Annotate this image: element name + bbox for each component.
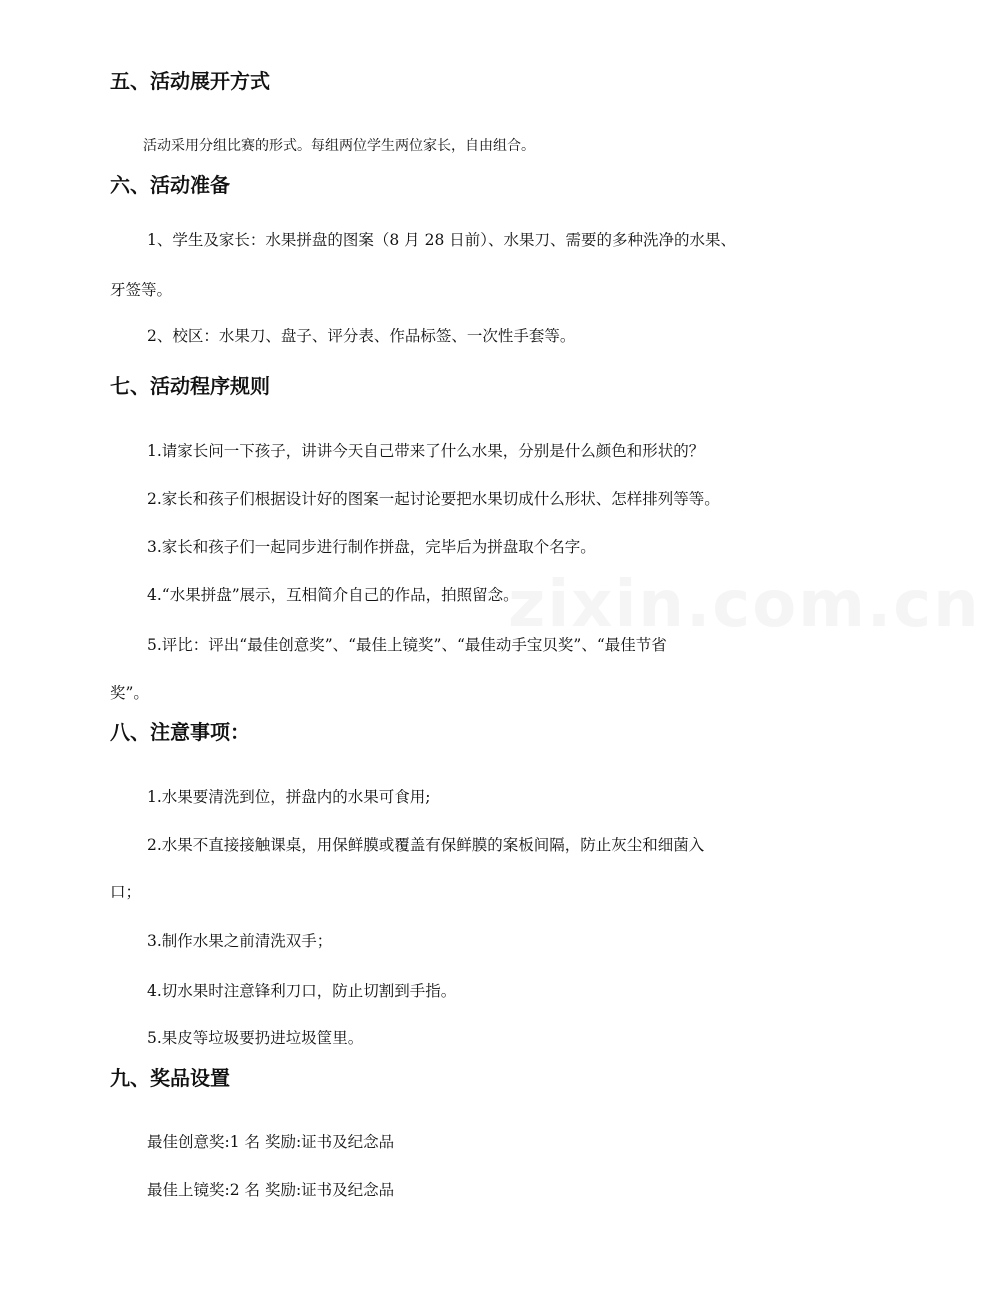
section-6-heading: 六、活动准备: [110, 173, 230, 197]
section-8-line-1: 1.水果要清洗到位，拼盘内的水果可食用;: [147, 788, 431, 806]
section-6-line-3: 2、校区：水果刀、盘子、评分表、作品标签、一次性手套等。: [147, 327, 576, 345]
section-7-line-2: 2.家长和孩子们根据设计好的图案一起讨论要把水果切成什么形状、怎样排列等等。: [147, 490, 720, 508]
section-7-line-1: 1.请家长问一下孩子，讲讲今天自己带来了什么水果，分别是什么颜色和形状的？: [147, 442, 705, 460]
section-8-line-2: 2.水果不直接接触课桌，用保鲜膜或覆盖有保鲜膜的案板间隔，防止灰尘和细菌入: [147, 836, 705, 854]
section-6-line-1: 1、学生及家长：水果拼盘的图案（8 月 28 日前）、水果刀、需要的多种洗净的水果、: [147, 231, 736, 249]
section-8-line-5: 4.切水果时注意锋利刀口，防止切割到手指。: [147, 982, 457, 1000]
section-7-line-3: 3.家长和孩子们一起同步进行制作拼盘，完毕后为拼盘取个名字。: [147, 538, 596, 556]
section-6-line-2: 牙签等。: [110, 281, 173, 299]
section-9-line-2: 最佳上镜奖:2 名 奖励:证书及纪念品: [147, 1181, 395, 1199]
section-8-line-6: 5.果皮等垃圾要扔进垃圾筐里。: [147, 1029, 364, 1047]
section-7-line-5: 5.评比：评出“最佳创意奖”、“最佳上镜奖”、“最佳动手宝贝奖”、“最佳节省: [147, 636, 667, 654]
section-9-heading: 九、奖品设置: [110, 1066, 230, 1090]
section-8-line-4: 3.制作水果之前清洗双手；: [147, 932, 333, 950]
section-7-line-4: 4.“水果拼盘”展示，互相简介自己的作品，拍照留念。: [147, 586, 519, 604]
section-8-line-3: 口；: [110, 883, 142, 901]
section-9-line-1: 最佳创意奖:1 名 奖励:证书及纪念品: [147, 1133, 395, 1151]
section-5-heading: 五、活动展开方式: [110, 69, 270, 93]
section-8-heading: 八、注意事项：: [110, 720, 250, 744]
section-5-line-1: 活动采用分组比赛的形式。每组两位学生两位家长，自由组合。: [143, 138, 535, 154]
section-7-heading: 七、活动程序规则: [110, 374, 270, 398]
section-7-line-6: 奖”。: [110, 684, 149, 702]
watermark: zixin.com.cn: [508, 568, 981, 642]
